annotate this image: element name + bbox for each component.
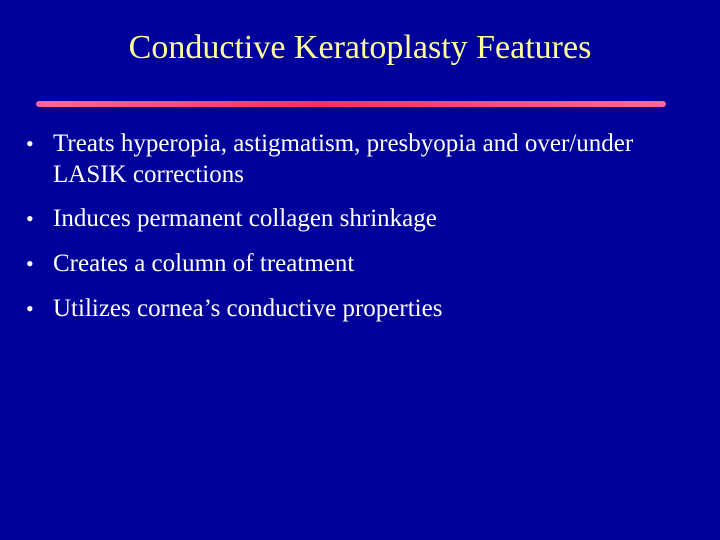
bullet-dot-icon: • [26,251,34,276]
bullet-dot-icon: • [26,296,34,321]
bullet-item [22,293,692,324]
bullet-dot-icon: • [26,131,34,156]
bullet-item [22,248,692,279]
bullet-text: Treats hyperopia, astigmatism, presbyopia and over/under LASIK corrections [53,130,634,188]
bullet-item [22,203,692,234]
bullet-text: Utilizes cornea’s conductive properties [53,295,443,322]
bullet-list [22,128,692,338]
bullet-dot-icon: • [26,206,34,231]
bullet-text: Creates a column of treatment [53,250,355,277]
bullet-text: Induces permanent collagen shrinkage [53,205,437,232]
slide-title: Conductive Keratoplasty Features [128,29,592,66]
bullet-item [22,128,692,190]
title-divider-rule [36,101,666,107]
